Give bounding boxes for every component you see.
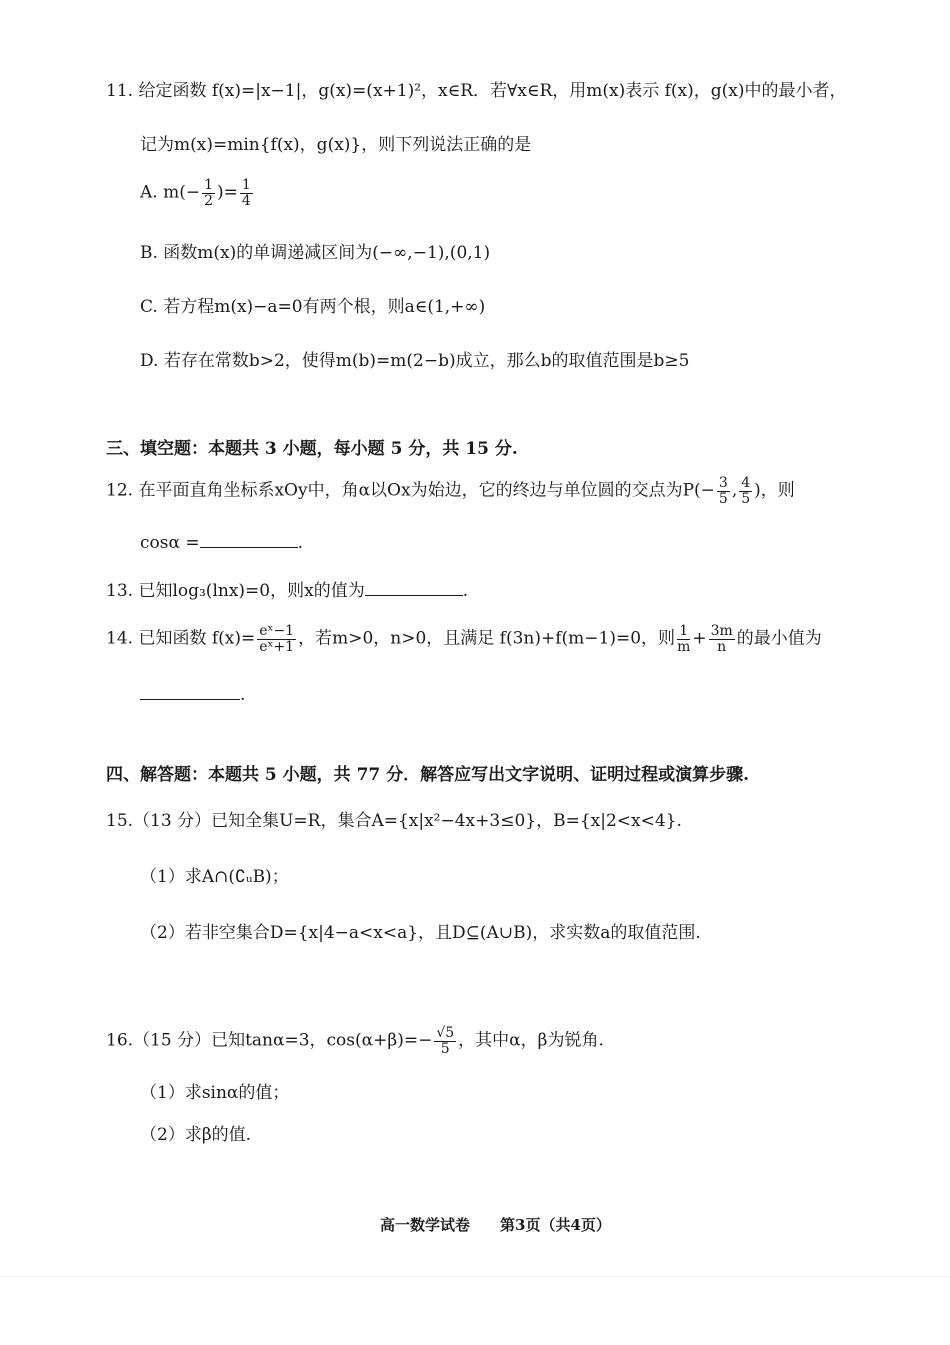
q13-answer-blank[interactable] — [365, 581, 463, 596]
frac-numerator: 3 — [718, 475, 728, 491]
frac-numerator: 4 — [741, 475, 751, 491]
q14-answer-blank[interactable] — [140, 685, 240, 700]
q15-part1: （1）求A∩(∁ᵤB)； — [140, 867, 289, 887]
frac-denominator: m — [677, 638, 691, 655]
q12-answer-blank[interactable] — [200, 533, 298, 548]
q12-suffix: )，则 — [754, 480, 795, 501]
frac-numerator: eˣ−1 — [259, 623, 295, 639]
q16-part1: （1）求sinα的值； — [140, 1083, 290, 1103]
q15-stem: 15.（13 分）已知全集U=R，集合A={x|x²−4x+3≤0}，B={x|2<x<4}. — [106, 811, 682, 831]
frac-numerator: √5 — [436, 1025, 455, 1041]
q11-option-a-frac2 — [240, 178, 253, 208]
q11-stem-line1: 11. 给定函数 f(x)=|x−1|，g(x)=(x+1)²，x∈R．若∀x∈R，用m(x)表示 f(x)，g(x)中的最小者， — [106, 81, 847, 101]
q12-answer-line — [140, 532, 303, 554]
q14-plus: + — [692, 628, 707, 649]
q14-frac-1-over-m — [677, 624, 690, 654]
frac-numerator: 3m — [710, 623, 733, 639]
page-footer: 高一数学试卷 第3页（共4页） — [380, 1216, 611, 1234]
page-bottom-divider — [0, 1276, 950, 1277]
q12-frac1 — [717, 476, 730, 506]
q14-answer-line — [140, 684, 245, 706]
q15-part2: （2）若非空集合D={x|4−a<x<a}，且D⊆(A∪B)，求实数a的取值范围. — [140, 923, 701, 943]
q16-frac-root5-over-5 — [434, 1026, 456, 1056]
frac-denominator: 5 — [741, 490, 751, 507]
q12-stem — [106, 476, 795, 506]
q12-frac2 — [739, 476, 752, 506]
q11-option-a — [140, 178, 255, 208]
q12-prefix: 12. 在平面直角坐标系xOy中，角α以Ox为始边，它的终边与单位圆的交点为P(− — [106, 480, 715, 501]
q11-option-b: B. 函数m(x)的单调递减区间为(−∞,−1),(0,1) — [140, 243, 491, 263]
q16-part2: （2）求β的值. — [140, 1125, 252, 1145]
frac-numerator: 1 — [204, 177, 214, 193]
frac-numerator: 1 — [241, 177, 251, 193]
q12-cos-label: cosα = — [140, 533, 200, 553]
q11-stem-line2: 记为m(x)=min{f(x)，g(x)}，则下列说法正确的是 — [140, 135, 532, 155]
q13-prefix: 13. 已知log₃(lnx)=0，则x的值为 — [106, 581, 365, 601]
frac-denominator: 4 — [241, 192, 251, 209]
frac-numerator: 1 — [677, 624, 690, 640]
q16-suffix: ，其中α，β为锐角. — [458, 1030, 604, 1051]
q11-option-d: D. 若存在常数b>2，使得m(b)=m(2−b)成立，那么b的取值范围是b≥5 — [140, 351, 690, 371]
q16-prefix: 16.（15 分）已知tanα=3，cos(α+β)=− — [106, 1030, 433, 1051]
q12-comma: , — [731, 480, 738, 501]
q11-option-a-frac1 — [202, 178, 215, 208]
q16-stem — [106, 1026, 604, 1056]
q11-option-a-prefix: A. m(− — [140, 182, 201, 203]
q11-option-c: C. 若方程m(x)−a=0有两个根，则a∈(1,+∞) — [140, 297, 486, 317]
q14-prefix: 14. 已知函数 f(x)= — [106, 628, 256, 649]
q13-stem — [106, 580, 468, 602]
q12-period: . — [297, 533, 304, 553]
q13-period: . — [462, 581, 469, 601]
frac-denominator: n — [717, 638, 727, 655]
frac-denominator: 2 — [204, 192, 214, 209]
section-3-heading: 三、填空题：本题共 3 小题，每小题 5 分，共 15 分. — [106, 439, 518, 459]
q14-function-frac — [257, 624, 296, 654]
q11-option-a-mid: )= — [217, 182, 238, 203]
frac-denominator: 5 — [718, 490, 728, 507]
q14-frac-3m-over-n — [709, 624, 735, 654]
q14-suffix: 的最小值为 — [736, 628, 822, 649]
frac-denominator: 5 — [440, 1040, 450, 1057]
q14-stem — [106, 624, 822, 654]
q14-period: . — [240, 685, 246, 705]
frac-denominator: eˣ+1 — [259, 638, 295, 655]
section-4-heading: 四、解答题：本题共 5 小题，共 77 分．解答应写出文字说明、证明过程或演算步骤. — [106, 765, 750, 785]
q14-mid: ，若m>0，n>0，且满足 f(3n)+f(m−1)=0，则 — [298, 628, 676, 649]
